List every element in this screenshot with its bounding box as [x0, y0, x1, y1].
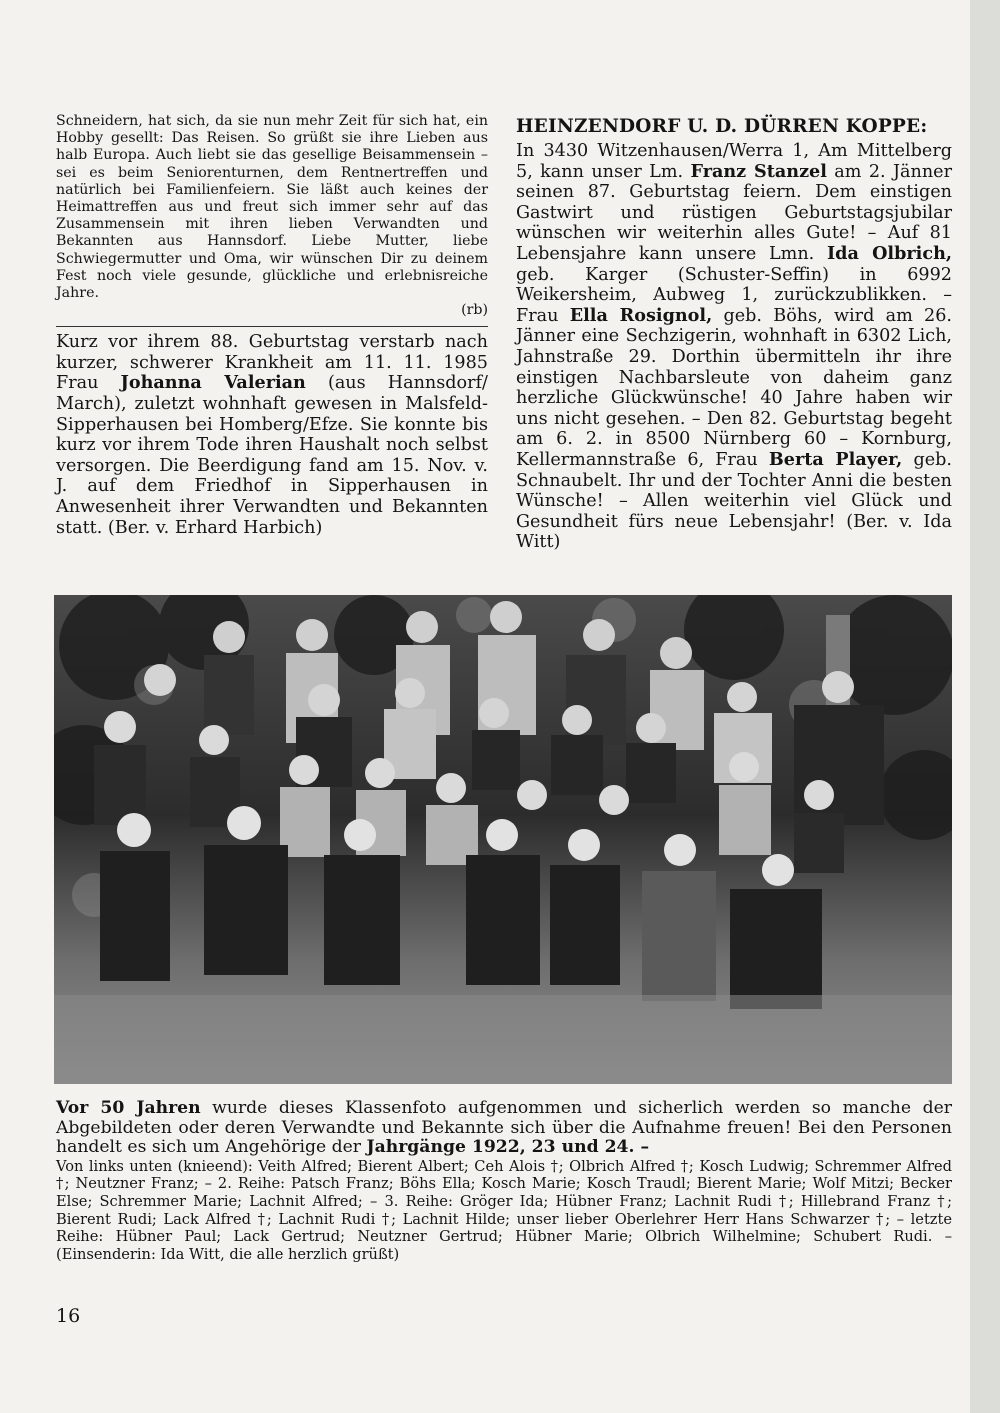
caption-lead-bold: Vor 50 Jahren — [56, 1098, 201, 1118]
person-name-4: Berta Player, — [768, 448, 903, 470]
ground — [54, 995, 952, 1084]
obituary-text-after: (aus Hannsdorf/ March), zuletzt wohnhaft gewesen in Malsfeld-Sipperhausen bei Homberg/Efze. Sie konnte bis kurz vor ihrem Tode ihren Haushalt noch selbst versorgen. Die Beerdigung fand am 15. Nov. v. J. auf dem Friedhof in Sipperhausen in Anwesenheit ihrer Verwandten und Bekannten statt. (Ber. v. Erhard Harbich) — [56, 373, 488, 538]
intro-paragraph: Schneidern, hat sich, da sie nun mehr Zeit für sich hat, ein Hobby gesellt: Das Reisen. So grüßt sie ihre Lieben aus halb Europa. Auch liebt sie das gesellige Beisammensein – sei es beim Seniorenturnen, dem Rentnertreffen und natürlich bei Familienfeiern. Sie läßt auch keines der Heimattreffen aus und freut sich immer sehr auf das Zusammensein mit ihren lieben Verwandten und Bekannten aus Hannsdorf. Liebe Mutter, liebe Schwiegermutter und Oma, wir wünschen Dir zu deinem Fest noch viele gesunde, glückliche und erlebnisreiche Jahre. — [56, 113, 488, 302]
birthday-paragraph — [516, 141, 952, 553]
obituary-text-before: Kurz vor ihrem 88. Geburtstag verstarb nach kurzer, schwerer Krankheit am 11. 11. 1985 Frau — [56, 332, 488, 394]
left-column — [56, 113, 488, 538]
right-column — [516, 116, 952, 553]
birthday-text-1: In 3430 Witzenhausen/Werra 1, Am Mittelberg 5, kann unser Lm. — [516, 141, 952, 182]
person-name-1: Franz Stanzel — [690, 160, 827, 182]
caption-names: Von links unten (knieend): Veith Alfred; Bierent Albert; Ceh Alois †; Olbrich Alfred †; Kosch Ludwig; Schremmer Alfred †; Neutzner Franz; – 2. Reihe: Patsch Franz; Böhs Ella; Kosch Marie; Kosch Traudl; Bierent Marie; Wolf Mitzi; Becker Else; Schremmer Marie; Lachnit Alfred; – 3. Reihe: Gröger Ida; Hübner Franz; Lachnit Rudi †; Hillebrand Franz †; Bierent Rudi; Lack Alfred †; Lachnit Rudi †; Lachnit Hilde; unser lieber Oberlehrer Herr Hans Schwarzer †; – letzte Reihe: Hübner Paul; Lack Gertrud; Neutzner Gertrud; Hübner Marie; Olbrich Wilhelmine; Schubert Rudi. – (Einsenderin: Ida Witt, die alle herzlich grüßt) — [56, 1157, 952, 1263]
obituary-name: Johanna Valerian — [120, 372, 306, 394]
birthday-text-5: geb. Schnaubelt. Ihr und der Tochter Anni die besten Wünsche! – Allen weiterhin viel Glück und Gesundheit fürs neue Lebensjahr! (Ber. v. Ida Witt) — [516, 449, 952, 553]
birthday-text-4: geb. Böhs, wird am 26. Jänner eine Sechzigerin, wohnhaft in 6302 Lich, Jahnstraße 29. Dorthin übermitteln ihr ihre einstigen Nachbarsleute von daheim ganz herzliche Glückwünsche! 40 Jahre haben wir uns nicht gesehen. – Den 82. Geburtstag begeht am 6. 2. in 8500 Nürnberg 60 – Kornburg, Kellermannstraße 6, Frau — [516, 305, 952, 470]
intro-signature: (rb) — [461, 302, 488, 319]
column-separator — [56, 326, 488, 327]
photo-caption — [56, 1099, 952, 1263]
birthday-text-2: am 2. Jänner seinen 87. Geburtstag feiern. Dem einstigen Gastwirt und rüstigen Geburtstagsjubilar wünschen wir weiterhin alles Gute! – Auf 81 Lebensjahre kann unsere Lmn. — [516, 161, 952, 264]
class-photo — [54, 595, 952, 1084]
page-edge — [970, 0, 1000, 1413]
birthday-text-3: geb. Karger (Schuster-Seffin) in 6992 Weikersheim, Aubweg 1, zurückzublikken. – Frau — [516, 264, 952, 326]
page-number: 16 — [56, 1305, 81, 1327]
caption-intro — [56, 1099, 952, 1158]
person-name-3: Ella Rosignol, — [569, 304, 713, 326]
section-heading: HEINZENDORF U. D. DÜRREN KOPPE: — [516, 116, 928, 137]
obituary-paragraph — [56, 332, 488, 538]
caption-years: Jahrgänge 1922, 23 und 24. – — [366, 1137, 650, 1158]
person-name-2: Ida Olbrich, — [826, 242, 952, 264]
caption-lead-text: wurde dieses Klassenfoto aufgenommen und sicherlich werden so manche der Abgebildeten oder deren Verwandte und Bekannte sich über die Aufnahme freuen! Bei den Personen handelt es sich um Angehörige der — [56, 1098, 952, 1158]
